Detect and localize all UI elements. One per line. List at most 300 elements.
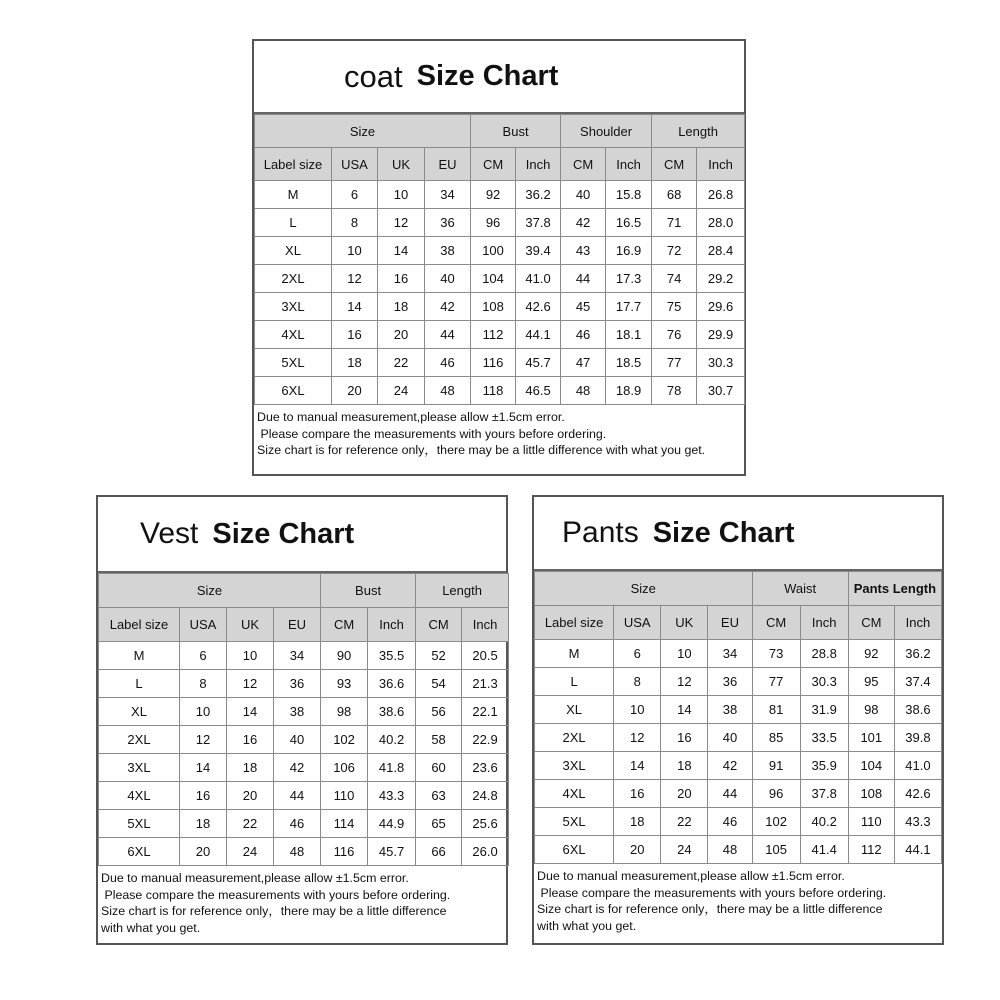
size-label-cell: 5XL	[535, 808, 614, 836]
table-cell: 104	[471, 265, 516, 293]
table-cell: 36.2	[894, 640, 941, 668]
vest-title-main: Size Chart	[212, 517, 355, 550]
size-label-cell: 4XL	[535, 780, 614, 808]
table-cell: 40	[561, 181, 606, 209]
table-cell: 16.5	[606, 209, 652, 237]
table-cell: 30.3	[800, 668, 848, 696]
table-cell: 91	[752, 752, 800, 780]
table-cell: 74	[652, 265, 697, 293]
size-label-cell: 4XL	[255, 321, 332, 349]
table-cell: 108	[471, 293, 516, 321]
table-cell: 54	[416, 670, 462, 698]
note-line: with what you get.	[537, 918, 637, 933]
vest-disclaimer	[98, 866, 506, 936]
pants-size-chart	[532, 495, 944, 945]
size-label-cell: 6XL	[99, 838, 180, 866]
table-cell: 40.2	[800, 808, 848, 836]
table-cell: 92	[471, 181, 516, 209]
vest-size-table	[98, 573, 509, 866]
table-row	[255, 181, 745, 209]
table-cell: 36	[425, 209, 471, 237]
column-header: Inch	[606, 148, 652, 181]
table-cell: 16	[378, 265, 425, 293]
table-cell: 10	[614, 696, 661, 724]
column-header: CM	[321, 608, 368, 642]
table-cell: 75	[652, 293, 697, 321]
table-cell: 16.9	[606, 237, 652, 265]
table-cell: 52	[416, 642, 462, 670]
size-label-cell: 2XL	[535, 724, 614, 752]
table-cell: 18	[614, 808, 661, 836]
vest-subheader-row	[99, 608, 509, 642]
table-cell: 40	[708, 724, 752, 752]
table-row	[255, 321, 745, 349]
table-cell: 116	[471, 349, 516, 377]
note-line: Due to manual measurement,please allow ±1.5cm error.	[101, 871, 409, 885]
table-cell: 17.7	[606, 293, 652, 321]
vest-title-prefix: Vest	[140, 517, 199, 550]
table-cell: 40.2	[368, 726, 416, 754]
table-cell: 12	[180, 726, 227, 754]
note-line: Due to manual measurement,please allow ±1.5cm error.	[257, 410, 565, 424]
table-cell: 44.1	[894, 836, 941, 864]
pants-group-waist: Waist	[752, 572, 848, 606]
table-cell: 25.6	[462, 810, 509, 838]
pants-chart-title	[534, 497, 942, 571]
column-header: USA	[614, 606, 661, 640]
vest-group-size: Size	[99, 574, 321, 608]
table-cell: 14	[614, 752, 661, 780]
table-cell: 56	[416, 698, 462, 726]
table-cell: 44	[425, 321, 471, 349]
table-cell: 24	[227, 838, 274, 866]
table-cell: 66	[416, 838, 462, 866]
table-cell: 42	[708, 752, 752, 780]
table-cell: 46	[561, 321, 606, 349]
table-cell: 14	[332, 293, 378, 321]
coat-disclaimer	[254, 405, 744, 459]
size-label-cell: 5XL	[255, 349, 332, 377]
table-cell: 39.8	[894, 724, 941, 752]
table-row	[99, 698, 509, 726]
table-cell: 40	[425, 265, 471, 293]
table-cell: 93	[321, 670, 368, 698]
table-cell: 58	[416, 726, 462, 754]
column-header: CM	[561, 148, 606, 181]
table-cell: 118	[471, 377, 516, 405]
table-cell: 10	[332, 237, 378, 265]
table-row	[99, 642, 509, 670]
table-cell: 102	[752, 808, 800, 836]
table-cell: 47	[561, 349, 606, 377]
coat-title-main: Size Chart	[416, 60, 559, 92]
coat-group-header-row	[255, 115, 745, 148]
table-cell: 38	[425, 237, 471, 265]
table-cell: 102	[321, 726, 368, 754]
table-cell: 18.1	[606, 321, 652, 349]
table-cell: 6	[180, 642, 227, 670]
table-cell: 28.8	[800, 640, 848, 668]
table-cell: 30.7	[697, 377, 745, 405]
table-cell: 35.9	[800, 752, 848, 780]
note-line: with what you get.	[101, 920, 201, 935]
table-cell: 90	[321, 642, 368, 670]
table-cell: 45.7	[516, 349, 561, 377]
table-cell: 112	[471, 321, 516, 349]
table-cell: 60	[416, 754, 462, 782]
table-cell: 96	[471, 209, 516, 237]
table-cell: 36	[274, 670, 321, 698]
column-header: CM	[848, 606, 894, 640]
table-cell: 20.5	[462, 642, 509, 670]
table-row	[535, 640, 942, 668]
table-cell: 14	[180, 754, 227, 782]
table-cell: 20	[614, 836, 661, 864]
column-header: Inch	[894, 606, 941, 640]
table-cell: 36.6	[368, 670, 416, 698]
coat-group-shoulder: Shoulder	[561, 115, 652, 148]
note-line: Please compare the measurements with yours before ordering.	[537, 885, 887, 900]
table-cell: 46.5	[516, 377, 561, 405]
table-cell: 73	[752, 640, 800, 668]
column-header: Inch	[800, 606, 848, 640]
coat-title-prefix: coat	[344, 58, 403, 94]
coat-size-table	[254, 114, 745, 405]
table-cell: 18	[378, 293, 425, 321]
table-row	[255, 237, 745, 265]
table-cell: 28.0	[697, 209, 745, 237]
column-header: UK	[227, 608, 274, 642]
table-row	[99, 754, 509, 782]
table-cell: 6	[332, 181, 378, 209]
size-label-cell: XL	[535, 696, 614, 724]
column-header: CM	[752, 606, 800, 640]
table-cell: 18	[332, 349, 378, 377]
table-cell: 22.1	[462, 698, 509, 726]
table-cell: 14	[661, 696, 708, 724]
table-row	[255, 293, 745, 321]
table-cell: 72	[652, 237, 697, 265]
table-cell: 16	[614, 780, 661, 808]
table-cell: 16	[227, 726, 274, 754]
table-cell: 41.8	[368, 754, 416, 782]
table-cell: 24.8	[462, 782, 509, 810]
column-header: UK	[661, 606, 708, 640]
size-label-cell: M	[535, 640, 614, 668]
table-cell: 8	[614, 668, 661, 696]
note-line: Due to manual measurement,please allow ±1.5cm error.	[537, 869, 845, 883]
table-cell: 44	[274, 782, 321, 810]
table-row	[535, 668, 942, 696]
vest-chart-title	[98, 497, 506, 573]
table-cell: 112	[848, 836, 894, 864]
table-cell: 29.9	[697, 321, 745, 349]
table-cell: 71	[652, 209, 697, 237]
table-cell: 22	[661, 808, 708, 836]
table-cell: 43.3	[894, 808, 941, 836]
table-cell: 18.5	[606, 349, 652, 377]
table-cell: 20	[227, 782, 274, 810]
table-cell: 42	[561, 209, 606, 237]
vest-group-length: Length	[416, 574, 509, 608]
table-cell: 48	[708, 836, 752, 864]
column-header: CM	[416, 608, 462, 642]
table-cell: 20	[378, 321, 425, 349]
table-cell: 14	[227, 698, 274, 726]
table-cell: 42.6	[516, 293, 561, 321]
size-label-cell: XL	[99, 698, 180, 726]
table-cell: 68	[652, 181, 697, 209]
table-row	[99, 810, 509, 838]
pants-group-pants-length: Pants Length	[848, 572, 941, 606]
table-cell: 28.4	[697, 237, 745, 265]
size-label-cell: 5XL	[99, 810, 180, 838]
table-cell: 22.9	[462, 726, 509, 754]
coat-subheader-row	[255, 148, 745, 181]
table-cell: 33.5	[800, 724, 848, 752]
note-line: Please compare the measurements with yours before ordering.	[101, 887, 451, 902]
table-cell: 34	[274, 642, 321, 670]
table-cell: 15.8	[606, 181, 652, 209]
table-cell: 100	[471, 237, 516, 265]
column-header: EU	[708, 606, 752, 640]
table-cell: 42.6	[894, 780, 941, 808]
table-cell: 108	[848, 780, 894, 808]
coat-table-body	[255, 181, 745, 405]
table-row	[99, 670, 509, 698]
table-cell: 34	[708, 640, 752, 668]
table-cell: 44	[561, 265, 606, 293]
table-cell: 46	[708, 808, 752, 836]
table-cell: 78	[652, 377, 697, 405]
table-cell: 43.3	[368, 782, 416, 810]
table-cell: 39.4	[516, 237, 561, 265]
table-cell: 65	[416, 810, 462, 838]
table-cell: 98	[848, 696, 894, 724]
pants-title-main: Size Chart	[652, 516, 795, 549]
table-cell: 43	[561, 237, 606, 265]
column-header: EU	[425, 148, 471, 181]
pants-group-size: Size	[535, 572, 753, 606]
table-cell: 114	[321, 810, 368, 838]
column-header: Inch	[697, 148, 745, 181]
column-header: Label size	[99, 608, 180, 642]
coat-group-bust: Bust	[471, 115, 561, 148]
table-cell: 48	[425, 377, 471, 405]
table-cell: 12	[378, 209, 425, 237]
column-header: USA	[180, 608, 227, 642]
table-cell: 77	[752, 668, 800, 696]
vest-group-bust: Bust	[321, 574, 416, 608]
note-line: Please compare the measurements with yours before ordering.	[257, 426, 607, 441]
table-row	[99, 726, 509, 754]
table-cell: 45	[561, 293, 606, 321]
size-label-cell: 3XL	[99, 754, 180, 782]
size-label-cell: M	[255, 181, 332, 209]
coat-size-chart	[252, 39, 746, 476]
table-cell: 20	[180, 838, 227, 866]
vest-group-header-row	[99, 574, 509, 608]
column-header: Inch	[368, 608, 416, 642]
table-row	[535, 752, 942, 780]
size-label-cell: M	[99, 642, 180, 670]
size-label-cell: L	[99, 670, 180, 698]
table-cell: 41.0	[894, 752, 941, 780]
column-header: Inch	[516, 148, 561, 181]
size-label-cell: 6XL	[535, 836, 614, 864]
pants-title-prefix: Pants	[562, 516, 639, 549]
table-cell: 38	[274, 698, 321, 726]
note-line: Size chart is for reference only，there may be a little difference	[101, 904, 447, 918]
table-row	[99, 782, 509, 810]
table-cell: 92	[848, 640, 894, 668]
table-cell: 10	[378, 181, 425, 209]
table-cell: 10	[180, 698, 227, 726]
size-label-cell: 2XL	[255, 265, 332, 293]
table-cell: 20	[661, 780, 708, 808]
table-cell: 41.0	[516, 265, 561, 293]
column-header: Label size	[535, 606, 614, 640]
table-cell: 14	[378, 237, 425, 265]
table-cell: 12	[227, 670, 274, 698]
vest-size-chart	[96, 495, 508, 945]
size-label-cell: 3XL	[535, 752, 614, 780]
column-header: USA	[332, 148, 378, 181]
table-cell: 16	[661, 724, 708, 752]
table-cell: 98	[321, 698, 368, 726]
table-cell: 38	[708, 696, 752, 724]
table-cell: 42	[425, 293, 471, 321]
table-cell: 20	[332, 377, 378, 405]
table-cell: 23.6	[462, 754, 509, 782]
coat-group-length: Length	[652, 115, 745, 148]
table-cell: 38.6	[368, 698, 416, 726]
table-cell: 29.6	[697, 293, 745, 321]
note-line: Size chart is for reference only，there may be a little difference with what you get.	[257, 443, 706, 457]
table-cell: 48	[561, 377, 606, 405]
table-cell: 38.6	[894, 696, 941, 724]
table-cell: 18	[180, 810, 227, 838]
table-cell: 81	[752, 696, 800, 724]
coat-chart-title	[254, 41, 744, 114]
table-cell: 26.8	[697, 181, 745, 209]
size-label-cell: L	[255, 209, 332, 237]
table-cell: 12	[661, 668, 708, 696]
table-cell: 12	[332, 265, 378, 293]
table-cell: 31.9	[800, 696, 848, 724]
table-cell: 45.7	[368, 838, 416, 866]
table-cell: 77	[652, 349, 697, 377]
table-cell: 42	[274, 754, 321, 782]
note-line: Size chart is for reference only，there may be a little difference	[537, 902, 883, 916]
table-cell: 21.3	[462, 670, 509, 698]
table-cell: 110	[848, 808, 894, 836]
table-cell: 26.0	[462, 838, 509, 866]
table-cell: 18	[661, 752, 708, 780]
table-cell: 44.1	[516, 321, 561, 349]
table-cell: 8	[180, 670, 227, 698]
table-cell: 17.3	[606, 265, 652, 293]
table-row	[255, 377, 745, 405]
size-label-cell: 6XL	[255, 377, 332, 405]
table-cell: 46	[425, 349, 471, 377]
size-label-cell: 2XL	[99, 726, 180, 754]
table-cell: 29.2	[697, 265, 745, 293]
table-cell: 40	[274, 726, 321, 754]
column-header: CM	[652, 148, 697, 181]
size-label-cell: 4XL	[99, 782, 180, 810]
table-cell: 35.5	[368, 642, 416, 670]
table-cell: 18.9	[606, 377, 652, 405]
table-cell: 46	[274, 810, 321, 838]
table-cell: 6	[614, 640, 661, 668]
table-row	[99, 838, 509, 866]
table-row	[535, 696, 942, 724]
table-row	[535, 808, 942, 836]
table-cell: 22	[378, 349, 425, 377]
pants-disclaimer	[534, 864, 942, 934]
size-label-cell: XL	[255, 237, 332, 265]
table-cell: 96	[752, 780, 800, 808]
table-row	[535, 724, 942, 752]
table-row	[535, 780, 942, 808]
table-cell: 22	[227, 810, 274, 838]
table-row	[255, 265, 745, 293]
pants-table-body	[535, 640, 942, 864]
table-cell: 37.8	[516, 209, 561, 237]
table-cell: 10	[661, 640, 708, 668]
table-row	[255, 349, 745, 377]
table-cell: 37.4	[894, 668, 941, 696]
table-cell: 8	[332, 209, 378, 237]
table-cell: 10	[227, 642, 274, 670]
table-cell: 36	[708, 668, 752, 696]
size-label-cell: L	[535, 668, 614, 696]
table-cell: 76	[652, 321, 697, 349]
table-cell: 24	[378, 377, 425, 405]
table-cell: 16	[180, 782, 227, 810]
pants-size-table	[534, 571, 942, 864]
column-header: CM	[471, 148, 516, 181]
table-cell: 41.4	[800, 836, 848, 864]
table-cell: 101	[848, 724, 894, 752]
table-cell: 37.8	[800, 780, 848, 808]
table-cell: 44	[708, 780, 752, 808]
table-cell: 24	[661, 836, 708, 864]
table-cell: 104	[848, 752, 894, 780]
table-cell: 36.2	[516, 181, 561, 209]
table-cell: 95	[848, 668, 894, 696]
vest-table-body	[99, 642, 509, 866]
table-cell: 116	[321, 838, 368, 866]
table-cell: 48	[274, 838, 321, 866]
table-row	[535, 836, 942, 864]
table-cell: 18	[227, 754, 274, 782]
column-header: Label size	[255, 148, 332, 181]
pants-group-header-row	[535, 572, 942, 606]
column-header: UK	[378, 148, 425, 181]
size-label-cell: 3XL	[255, 293, 332, 321]
column-header: EU	[274, 608, 321, 642]
coat-group-size: Size	[255, 115, 471, 148]
column-header: Inch	[462, 608, 509, 642]
table-cell: 63	[416, 782, 462, 810]
pants-subheader-row	[535, 606, 942, 640]
table-cell: 30.3	[697, 349, 745, 377]
table-cell: 106	[321, 754, 368, 782]
table-cell: 85	[752, 724, 800, 752]
table-cell: 110	[321, 782, 368, 810]
